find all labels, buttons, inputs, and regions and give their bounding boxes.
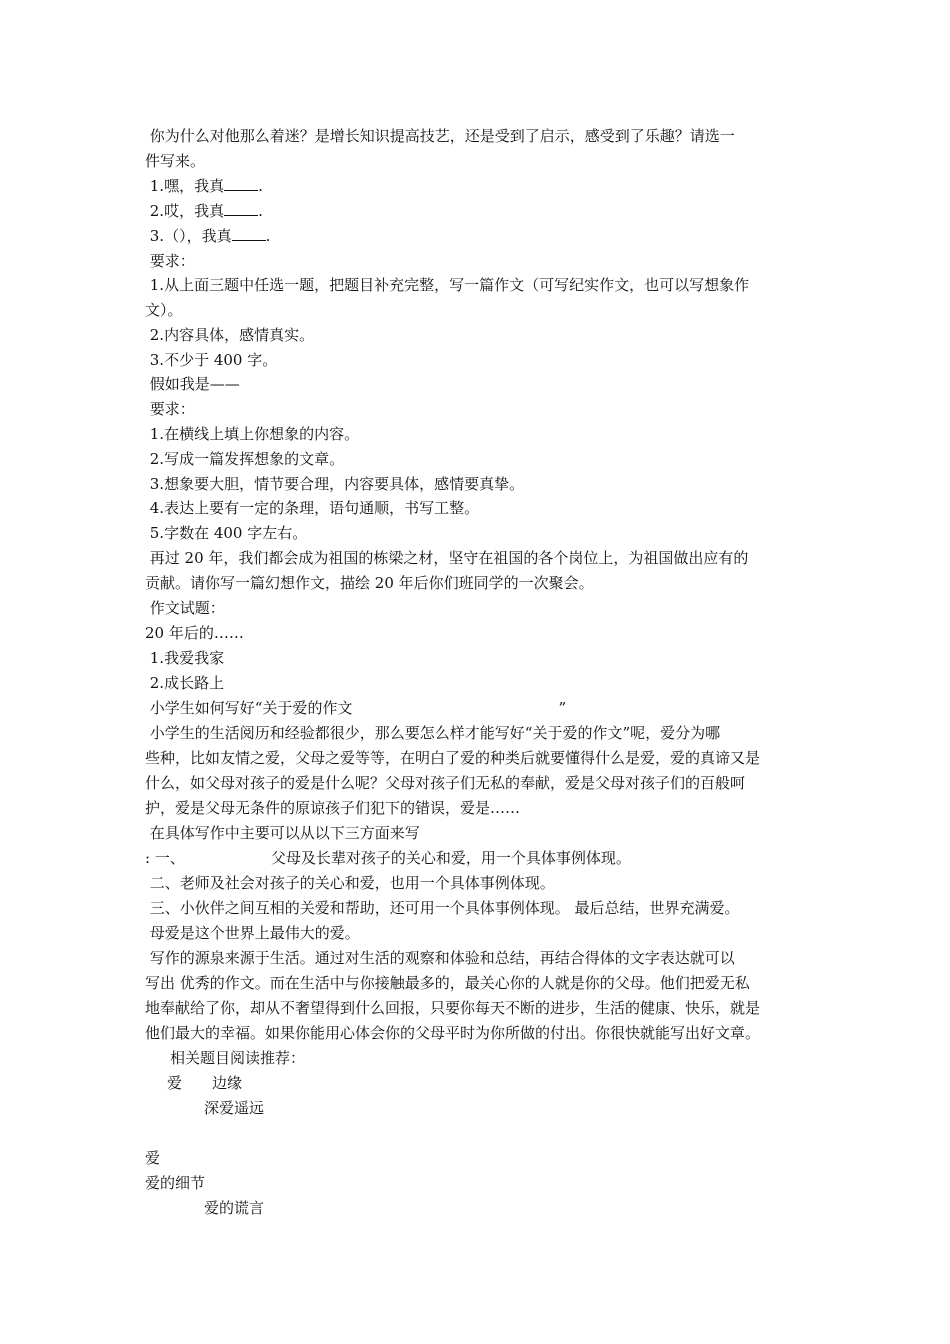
text-line: 贡献。请你写一篇幻想作文，描绘 20 年后你们班同学的一次聚会。 [145,574,594,592]
text-line: 小学生的生活阅历和经验都很少，那么要怎么样才能写好“关于爱的作文”呢，爱分为哪 [145,724,721,742]
prompt-text: 1.嘿，我真 [145,177,225,195]
text-line: 护，爱是父母无条件的原谅孩子们犯下的错误，爱是…… [145,799,521,817]
point-label: : 一、 [145,849,185,867]
recommend-link[interactable]: 爱 [167,1074,183,1092]
text-line: 2.写成一篇发挥想象的文章。 [145,450,345,468]
text-line: 假如我是—— [145,375,240,393]
prompt-end: . [265,227,271,245]
recommend-link[interactable]: 边缘 [212,1074,243,1092]
recommend-link[interactable]: 爱的细节 [145,1174,206,1192]
recommend-link[interactable]: 爱 [145,1149,161,1167]
text-line: 文）。 [145,301,183,319]
text-line: 地奉献给了你，却从不奢望得到什么回报，只要你每天不断的进步，生活的健康、快乐，就是 [145,999,761,1017]
text-line [145,847,631,869]
recommend-link[interactable]: 爱的谎言 [204,1199,265,1217]
prompt-text: 2.哎，我真 [145,202,225,220]
text-line: 2.内容具体，感情真实。 [145,326,315,344]
text-line: 二、老师及社会对孩子的关心和爱，也用一个具体事例体现。 [145,874,555,892]
text-line: 1.我爱我家 [145,649,225,667]
text-line: 再过 20 年，我们都会成为祖国的栋梁之材，坚守在祖国的各个岗位上，为祖国做出应有的 [145,549,749,567]
text-line: 件写来。 [145,152,206,170]
text-line: 2.成长路上 [145,674,225,692]
text-line: 4.表达上要有一定的条理，语句通顺，书写工整。 [145,499,480,517]
prompt-text: 3.（），我真 [145,227,232,245]
blank-line [232,226,266,241]
text-line: 什么，如父母对孩子的爱是什么呢？父母对孩子们无私的奉献，爱是父母对孩子们的百般呵 [145,774,746,792]
heading-close-quote: ” [558,699,567,717]
text-line: 20 年后的…… [145,624,244,642]
text-line [145,175,263,197]
text-line [145,225,270,247]
heading-text: 小学生如何写好“关于爱的作文 [145,699,353,717]
blank-line [224,176,258,191]
text-line: 1.从上面三题中任选一题，把题目补充完整，写一篇作文（可写纪实作文，也可以写想象作 [145,276,750,294]
text-line: 母爱是这个世界上最伟大的爱。 [145,924,360,942]
text-line: 写出 优秀的作文。而在生活中与你接触最多的，最关心你的人就是你的父母。他们把爱无私 [145,974,750,992]
text-line: 在具体写作中主要可以从以下三方面来写 [145,824,420,842]
text-line: 1.在横线上填上你想象的内容。 [145,425,360,443]
recommend-link[interactable]: 深爱遥远 [204,1099,265,1117]
text-line: 3.想象要大胆，情节要合理，内容要具体，感情要真挚。 [145,475,525,493]
prompt-end: . [258,177,263,195]
recommend-heading: 相关题目阅读推荐： [170,1049,306,1067]
text-line: 你为什么对他那么着迷？是增长知识提高技艺，还是受到了启示，感受到了乐趣？请选一 [145,127,735,145]
text-line: 作文试题： [145,599,225,617]
text-line: 他们最大的幸福。如果你能用心体会你的父母平时为你所做的付出。你很快就能写出好文章。 [145,1024,761,1042]
text-line: 些种，比如友情之爱，父母之爱等等，在明白了爱的种类后就要懂得什么是爱，爱的真谛又是 [145,749,761,767]
prompt-end: . [258,202,263,220]
text-line: 要求： [145,400,195,418]
text-line: 5.字数在 400 字左右。 [145,524,308,542]
blank-line [224,201,258,216]
text-line [145,200,263,222]
text-line: 写作的源泉来源于生活。通过对生活的观察和体验和总结，再结合得体的文字表达就可以 [145,949,735,967]
text-line [167,1072,242,1094]
point-text: 父母及长辈对孩子的关心和爱，用一个具体事例体现。 [270,849,631,867]
text-line [145,697,566,719]
text-line: 三、小伙伴之间互相的关爱和帮助，还可用一个具体事例体现。 最后总结，世界充满爱。 [145,899,740,917]
text-line: 3.不少于 400 字。 [145,351,278,369]
text-line: 要求： [145,252,195,270]
